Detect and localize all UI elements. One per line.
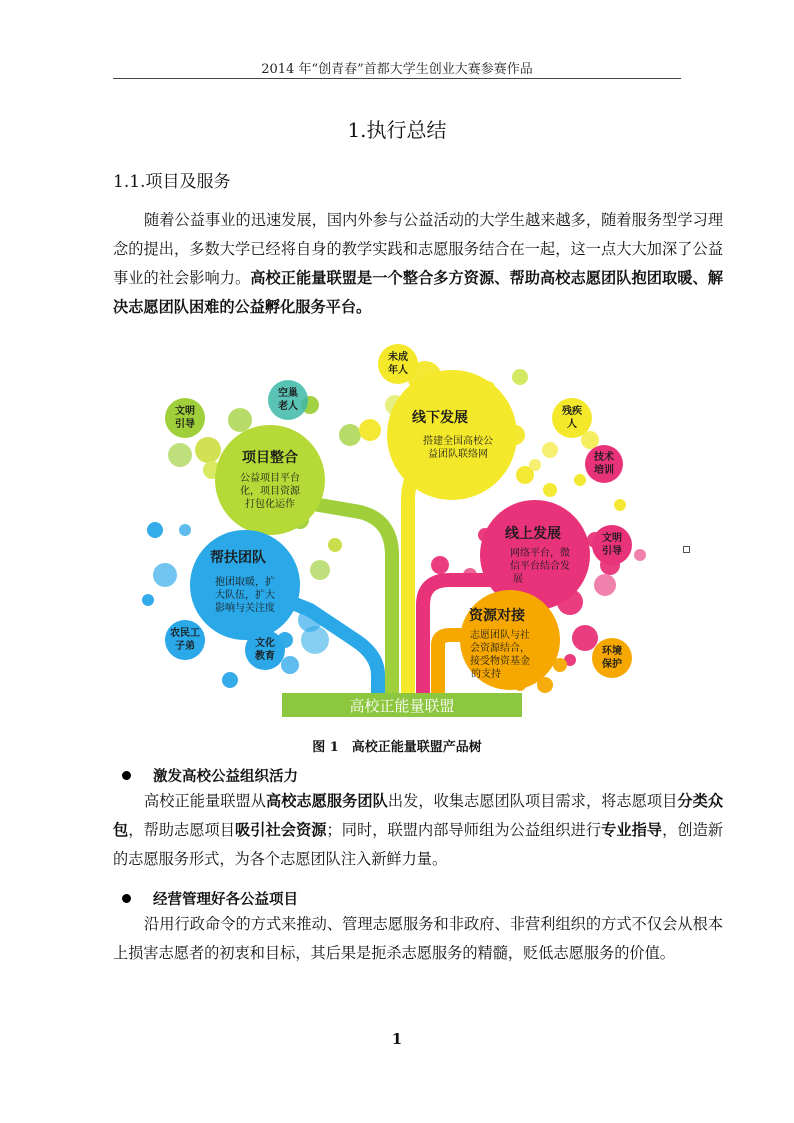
svg-text:会资源结合，: 会资源结合， — [470, 643, 530, 654]
intro-paragraph — [113, 206, 723, 322]
svg-text:环境: 环境 — [602, 646, 622, 657]
svg-text:培训: 培训 — [594, 465, 614, 476]
header-rule — [113, 78, 681, 79]
bullet2-text: 沿用行政命令的方式来推动、管理志愿服务和非政府、非营利组织的方式不仅会从根本上损害志愿者的初衷和目标，其后果是扼杀志愿服务的精髓，贬低志愿服务的价值。 — [113, 915, 723, 962]
svg-text:抱团取暖，扩: 抱团取暖，扩 — [215, 577, 275, 588]
bullet-dot — [122, 894, 131, 903]
chapter-title: 1.执行总结 — [347, 118, 447, 142]
svg-text:资源对接: 资源对接 — [469, 608, 525, 624]
svg-text:文明: 文明 — [175, 406, 195, 417]
svg-text:线下发展: 线下发展 — [412, 410, 468, 426]
bullet-heading-text: 激发高校公益组织活力 — [153, 768, 298, 785]
bullet1-paragraph — [113, 787, 723, 874]
node-disabled — [552, 398, 592, 438]
svg-text:文化: 文化 — [255, 638, 275, 649]
node-minors — [378, 344, 418, 384]
node-civility-guidance-left — [165, 398, 205, 438]
node-resource-matching — [460, 590, 560, 690]
svg-text:高校正能量联盟: 高校正能量联盟 — [349, 697, 455, 715]
node-cultural-education — [245, 630, 285, 670]
svg-text:网络平台，微: 网络平台，微 — [510, 548, 570, 559]
bullet2-paragraph — [113, 910, 723, 968]
svg-text:教育: 教育 — [255, 651, 275, 662]
svg-text:老人: 老人 — [278, 401, 298, 412]
svg-text:残疾: 残疾 — [562, 406, 582, 417]
product-tree-figure — [140, 340, 660, 725]
svg-text:接受物资基金: 接受物资基金 — [470, 656, 530, 667]
bullet-heading-2 — [122, 888, 298, 909]
node-project-integration — [215, 425, 325, 535]
svg-text:帮扶团队: 帮扶团队 — [210, 550, 266, 566]
text-segment: ，创造新的志愿服务形式，为各个志愿团队注入新鲜力量。 — [113, 821, 724, 868]
node-environmental-protection — [592, 638, 632, 678]
node-empty-nest-elderly — [268, 380, 308, 420]
page-number: 1 — [391, 1030, 403, 1048]
text-segment: ，帮助志愿项目 — [128, 821, 236, 839]
bold-segment: 高校志愿服务团队 — [265, 792, 388, 810]
svg-text:打包化运作: 打包化运作 — [245, 499, 295, 510]
bold-segment: 专业指导 — [601, 821, 663, 839]
bold-segment: 吸引社会资源 — [235, 821, 327, 839]
trunk-label-bar — [282, 693, 522, 717]
section-title: 1.1.项目及服务 — [113, 172, 231, 192]
text-segment: ；同时，联盟内部导师组为公益组织进行 — [326, 821, 602, 839]
svg-text:影响与关注度: 影响与关注度 — [215, 603, 275, 614]
svg-text:搭建全国高校公: 搭建全国高校公 — [423, 436, 493, 447]
intro-bold: 高校正能量联盟是一个整合多方资源、帮助高校志愿团队抱团取暖、解决志愿团队困难的公益孵化服务平台。 — [113, 269, 724, 316]
bullet-heading-text: 经营管理好各公益项目 — [153, 891, 298, 908]
svg-text:引导: 引导 — [602, 546, 622, 557]
node-skill-training — [585, 445, 623, 483]
node-migrant-children — [165, 620, 205, 660]
text-segment: 高校正能量联盟从 — [144, 792, 266, 810]
bullet-dot — [122, 771, 131, 780]
svg-text:子弟: 子弟 — [175, 641, 195, 652]
svg-text:空巢: 空巢 — [278, 388, 298, 399]
svg-text:年人: 年人 — [388, 365, 408, 376]
svg-text:保护: 保护 — [602, 659, 622, 670]
svg-text:益团队联络网: 益团队联络网 — [428, 449, 488, 460]
svg-text:大队伍，扩大: 大队伍，扩大 — [215, 590, 275, 601]
node-help-teams — [190, 530, 300, 640]
svg-text:引导: 引导 — [175, 419, 195, 430]
svg-text:信平台结合发: 信平台结合发 — [510, 561, 570, 572]
svg-text:线上发展: 线上发展 — [505, 526, 561, 542]
intro-plain: 随着公益事业的迅速发展，国内外参与公益活动的大学生越来越多，随着服务型学习理念的提出，多数大学已经将自身的教学实践和志愿服务结合在一起，这一点大大加深了公益事业的社会影响力。 — [113, 211, 723, 287]
svg-text:未成: 未成 — [388, 352, 408, 363]
stray-marker — [683, 546, 690, 553]
node-offline-development — [387, 370, 517, 500]
svg-text:农民工: 农民工 — [170, 628, 200, 639]
text-segment: 出发，收集志愿团队项目需求，将志愿项目 — [387, 792, 678, 810]
node-title: 项目整合 — [242, 450, 298, 466]
svg-text:公益项目平台: 公益项目平台 — [240, 473, 300, 484]
svg-text:展: 展 — [513, 574, 523, 585]
svg-text:的支持: 的支持 — [471, 669, 501, 680]
page-header: 2014 年“创青春”首都大学生创业大赛参赛作品 — [261, 62, 533, 77]
svg-text:志愿团队与社: 志愿团队与社 — [470, 630, 530, 641]
node-civility-guidance-right — [592, 525, 632, 565]
svg-text:人: 人 — [567, 419, 577, 430]
svg-text:技术: 技术 — [594, 452, 614, 463]
bullet-heading-1 — [122, 765, 298, 786]
bold-segment: 分类众包 — [113, 792, 724, 839]
svg-text:化，项目资源: 化，项目资源 — [240, 486, 300, 497]
figure-caption: 图 1 高校正能量联盟产品树 — [312, 740, 482, 755]
svg-text:文明: 文明 — [602, 533, 622, 544]
